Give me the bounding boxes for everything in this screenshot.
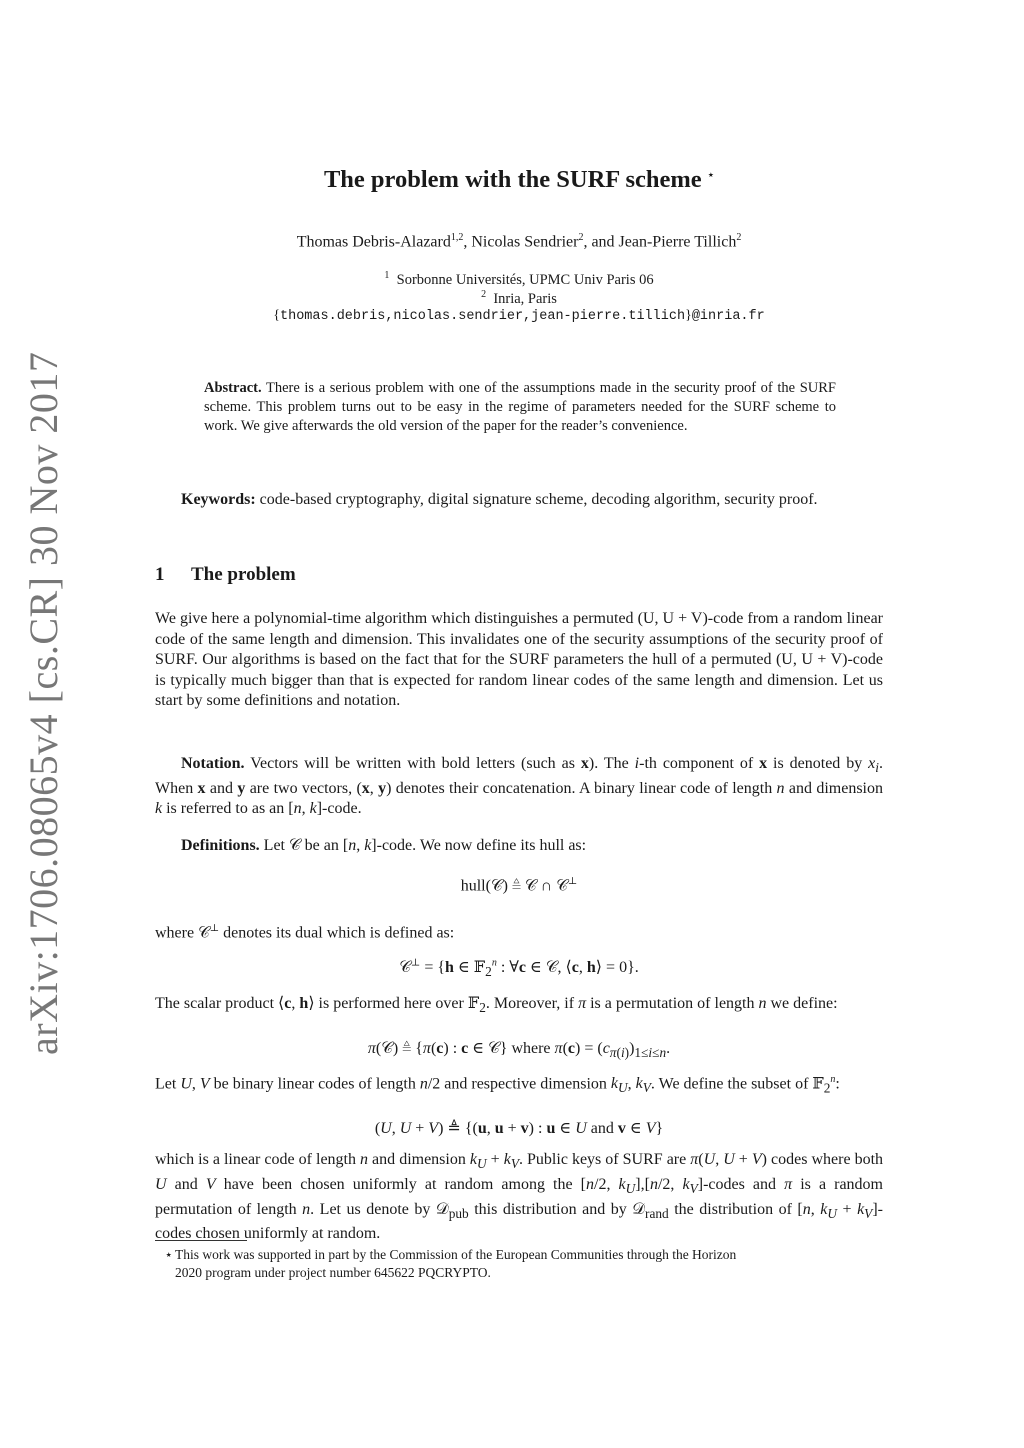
abstract (204, 379, 836, 436)
author-affiliation-mark: 2 (736, 232, 742, 243)
equation-permutation: π(𝒞) ≜ {π(c) : c ∈ 𝒞} where $\pi(c) = (c_{\pi(i)})_{1\le i\le n}$. (367, 1040, 671, 1061)
title-text: The problem with the SURF scheme (323, 166, 702, 193)
uv-definition-text: Let U, V be binary linear codes of length n/2 and respective dimension $k_U$, $k_V$. We define the subset of 𝔽$_2^n$: (155, 1074, 840, 1096)
definitions-paragraph: Definitions. Let 𝒞 be an [n, k]-code. We now define its hull as: (181, 837, 587, 854)
affiliation-text: Inria, Paris (493, 290, 557, 307)
equation-uuv: (U, U + V) ≜ {(u, u + v) : u ∈ U and v ∈ V} (374, 1120, 664, 1137)
affiliation (155, 270, 883, 289)
keywords-text: code-based cryptography, digital signature scheme, decoding algorithm, security proof. (259, 491, 818, 508)
intro-paragraph: We give here a polynomial-time algorithm which distinguishes a permuted (U, U + V)-code from a random linear code of the same length and dimension. This invalidates one of the security assumptions of the security proof of SURF. Our algorithms is based on the fact that for the SURF parameters the hull of a permuted (U, U + V)-code is typically much bigger than that is expected for random linear codes of the same length and dimension. Let us start by some definitions and notation. (155, 610, 883, 710)
dual-text: where 𝒞⊥ denotes its dual which is defined as: (155, 923, 455, 942)
notation-paragraph: Notation. Vectors will be written with bold letters (such as x). The i-th component of x is denoted by $x_i$. When x and y are two vectors, (x, y) denotes their concatenation. A binary linear code of length n and dimension k is referred to as an [n, k]-code. (155, 755, 883, 818)
footnote-line-2: 2020 program under project number 645622 PQCRYPTO. (175, 1265, 491, 1280)
affiliation (155, 289, 883, 308)
author-name: Nicolas Sendrier (471, 233, 579, 251)
equation-dual: 𝒞⊥ = {h ∈ 𝔽$_2^n$ : ∀c ∈ 𝒞, ⟨c, h⟩ = 0}. (399, 957, 639, 980)
footnote-line-1: This work was supported in part by the Commission of the European Communities through the Horizon (175, 1247, 737, 1262)
title-footnote-mark: ⋆ (707, 169, 715, 181)
section-number: 1 (155, 564, 165, 585)
footnote-rule (155, 1240, 247, 1241)
scalar-product-text: The scalar product ⟨c, h⟩ is performed here over 𝔽$_2$. Moreover, if π is a permutation of length n we define: (155, 995, 838, 1016)
equation-hull: hull(𝒞) ≜ 𝒞 ∩ 𝒞⊥ (460, 876, 578, 895)
footnote (155, 1246, 883, 1282)
section-title: The problem (191, 564, 296, 585)
author-name: Jean-Pierre Tillich (618, 233, 737, 251)
paper-title (155, 166, 883, 194)
footnote-mark: ⋆ (164, 1247, 173, 1262)
keywords-label: Keywords: (181, 491, 256, 508)
affiliation-mark: 2 (481, 289, 487, 300)
email-domain: @inria.fr (691, 309, 765, 324)
definitions-label: Definitions. (181, 837, 260, 854)
affiliation-mark: 1 (384, 270, 390, 281)
author-affiliation-mark: 2 (578, 232, 584, 243)
section-heading (155, 564, 296, 586)
affiliation-text: Sorbonne Universités, UPMC Univ Paris 06 (396, 271, 654, 288)
public-keys-text: which is a linear code of length n and dimension $k_U + k_V$. Public keys of SURF are π(U, U + V) codes where both U and V have been chosen uniformly at random among the [n/2, $k_U],[n/2$, $k_V$]-codes and π is a random permutation of length n. Let us denote by 𝒟$_{pub}$ this distribution and by 𝒟$_{rand}$ the distribution of [n, $k_U$ + $k_V$]-codes chosen uniformly at random. (155, 1151, 884, 1243)
notation-label: Notation. (181, 755, 245, 772)
abstract-text: There is a serious problem with one of the assumptions made in the security proof of the SURF scheme. This problem turns out to be easy in the regime of parameters needed for the SURF scheme to work. We give afterwards the old version of the paper for the reader’s convenience. (204, 380, 836, 434)
abstract-label: Abstract. (204, 380, 262, 396)
author-affiliation-mark: 1,2 (450, 232, 464, 243)
email-users: thomas.debris,nicolas.sendrier,jean-pierre.tillich (280, 309, 686, 324)
author-name: Thomas Debris-Alazard (296, 233, 451, 251)
keywords (155, 490, 883, 511)
arxiv-identifier: arXiv:1706.08065v4 [cs.CR] 30 Nov 2017 (21, 351, 66, 1055)
author-list: Thomas Debris-Alazard$^{1,2}$, Nicolas Sendrier$^2$, and Jean-Pierre Tillich$^2$ (296, 232, 742, 251)
author-emails: {thomas.debris,nicolas.sendrier,jean-pierre.tillich}@inria.fr (273, 308, 765, 324)
